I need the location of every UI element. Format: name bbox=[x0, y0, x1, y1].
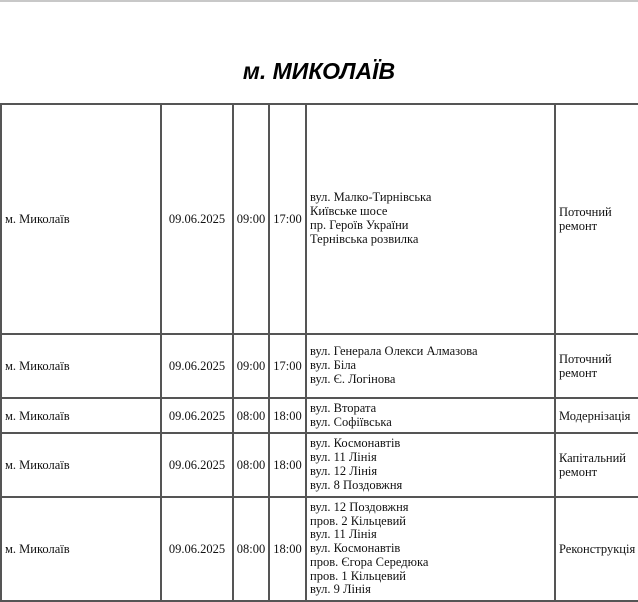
address-line: пров. 1 Кільцевий bbox=[310, 568, 406, 583]
address-line: вул. Космонавтів bbox=[310, 541, 401, 556]
address-line: вул. Генерала Олекси Алмазова bbox=[310, 344, 478, 359]
end-time-cell: 18:00 bbox=[269, 497, 306, 601]
date-cell: 09.06.2025 bbox=[161, 104, 233, 334]
date-cell: 09.06.2025 bbox=[161, 497, 233, 601]
addresses-cell bbox=[306, 334, 555, 398]
end-time-cell: 18:00 bbox=[269, 433, 306, 497]
address-line: Тернівська розвилка bbox=[310, 231, 419, 246]
city-cell: м. Миколаїв bbox=[1, 104, 161, 334]
date-cell: 09.06.2025 bbox=[161, 433, 233, 497]
address-line: вул. 12 Лінія bbox=[310, 464, 378, 478]
address-line: вул. Біла bbox=[310, 358, 357, 373]
address-line: вул. 8 Поздовжня bbox=[310, 477, 403, 492]
page-title: м. МИКОЛАЇВ bbox=[242, 58, 396, 84]
city-cell: м. Миколаїв bbox=[1, 334, 161, 398]
outage-table bbox=[0, 103, 638, 602]
work-type-cell bbox=[555, 497, 638, 601]
address-line: вул. 11 Лінія bbox=[310, 450, 377, 465]
table-row bbox=[1, 497, 638, 601]
addresses-cell bbox=[306, 433, 555, 497]
address-line: вул. Втората bbox=[310, 400, 377, 415]
table-row bbox=[1, 104, 638, 334]
work-type-cell bbox=[555, 334, 638, 398]
date-cell: 09.06.2025 bbox=[161, 334, 233, 398]
work-type-line: Модернізація bbox=[559, 408, 631, 423]
work-type-line: Поточний bbox=[559, 352, 612, 366]
table-row bbox=[1, 398, 638, 433]
address-line: вул. Космонавтів bbox=[310, 436, 401, 451]
start-time-cell: 08:00 bbox=[233, 433, 269, 497]
address-line: вул. 11 Лінія bbox=[310, 527, 377, 542]
work-type-line: Капітальний bbox=[559, 451, 626, 465]
start-time-cell: 08:00 bbox=[233, 497, 269, 601]
address-line: вул. Є. Логінова bbox=[310, 371, 396, 386]
city-cell: м. Миколаїв bbox=[1, 398, 161, 433]
work-type-line: ремонт bbox=[559, 366, 598, 380]
address-line: Київське шосе bbox=[310, 204, 388, 219]
city-cell: м. Миколаїв bbox=[1, 433, 161, 497]
city-cell: м. Миколаїв bbox=[1, 497, 161, 601]
address-line: вул. 12 Поздовжня bbox=[310, 499, 409, 514]
address-line: пр. Героїв України bbox=[310, 218, 409, 232]
end-time-cell: 17:00 bbox=[269, 334, 306, 398]
address-line: пров. 2 Кільцевий bbox=[310, 513, 406, 528]
start-time-cell: 08:00 bbox=[233, 398, 269, 433]
work-type-line: Поточний bbox=[559, 205, 612, 219]
end-time-cell: 17:00 bbox=[269, 104, 306, 334]
work-type-line: ремонт bbox=[559, 465, 598, 479]
start-time-cell: 09:00 bbox=[233, 334, 269, 398]
work-type-cell bbox=[555, 398, 638, 433]
work-type-line: Реконструкція bbox=[559, 542, 636, 556]
work-type-cell bbox=[555, 433, 638, 497]
top-divider bbox=[0, 0, 638, 2]
addresses-cell bbox=[306, 104, 555, 334]
address-line: вул. Софіївська bbox=[310, 414, 392, 429]
addresses-cell bbox=[306, 497, 555, 601]
address-line: вул. Малко-Тирнівська bbox=[310, 190, 432, 205]
table-row bbox=[1, 433, 638, 497]
work-type-line: ремонт bbox=[559, 219, 598, 233]
address-line: пров. Єгора Середюка bbox=[310, 554, 429, 569]
address-line: вул. 9 Лінія bbox=[310, 582, 371, 597]
work-type-cell bbox=[555, 104, 638, 334]
start-time-cell: 09:00 bbox=[233, 104, 269, 334]
date-cell: 09.06.2025 bbox=[161, 398, 233, 433]
table-row bbox=[1, 334, 638, 398]
end-time-cell: 18:00 bbox=[269, 398, 306, 433]
addresses-cell bbox=[306, 398, 555, 433]
